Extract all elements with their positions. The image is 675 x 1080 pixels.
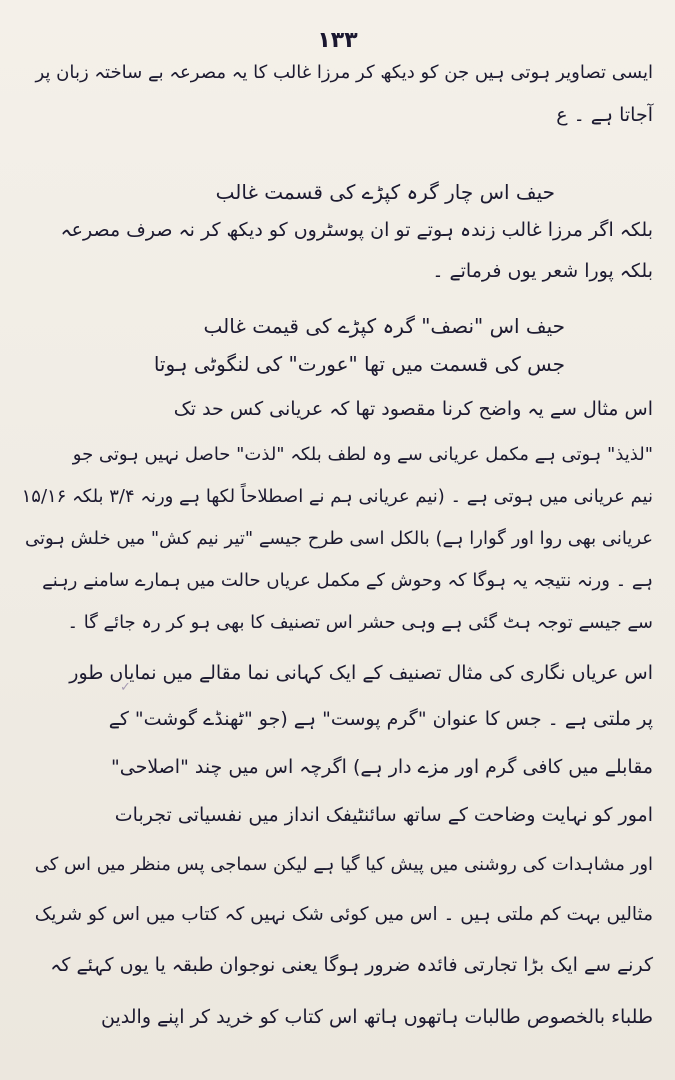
text-line-2: آجاتا ہے ۔ ع <box>556 104 653 126</box>
text-line-6: "لذیذ" ہوتی ہے مکمل عریانی سے وہ لطف بلکہ "لذت" حاصل نہیں ہوتی جو <box>72 444 653 465</box>
text-line-14: امور کو نہایت وضاحت کے ساتھ سائنٹیفک انداز میں نفسیاتی تجربات <box>114 804 653 826</box>
text-line-13: مقابلے میں کافی گرم اور مزے دار ہے) اگرچہ اس میں چند "اصلاحی" <box>111 756 653 778</box>
text-line-17: کرنے سے ایک بڑا تجارتی فائدہ ضرور ہوگا یعنی نوجوان طبقہ یا یوں کہئے کہ <box>50 954 653 976</box>
text-line-15: اور مشاہدات کی روشنی میں پیش کیا گیا ہے لیکن سماجی پس منظر میں اس کی <box>34 854 653 875</box>
text-line-12: پر ملتی ہے ۔ جس کا عنوان "گرم پوست" ہے (جو "ٹھنڈے گوشت" کے <box>108 708 653 730</box>
text-line-11: اس عریاں نگاری کی مثال تصنیف کے ایک کہانی نما مقالے میں نمایاں طور <box>69 662 653 684</box>
page-number: ۱۳۳ <box>317 28 358 53</box>
text-line-8: عریانی بھی روا اور گوارا ہے) بالکل اسی طرح جیسے "تیر نیم کش" میں خلش ہوتی <box>25 528 653 549</box>
verse-line-2: حیف اس "نصف" گرہ کپڑے کی قیمت غالب <box>203 314 565 338</box>
ink-smudge: ✓ <box>120 680 131 695</box>
text-line-4: بلکہ پورا شعر یوں فرماتے ۔ <box>432 260 653 282</box>
text-line-5: اس مثال سے یہ واضح کرنا مقصود تھا کہ عریانی کس حد تک <box>173 398 653 420</box>
verse-line-1: حیف اس چار گرہ کپڑے کی قسمت غالب <box>215 180 555 204</box>
text-line-3: بلکہ اگر مرزا غالب زندہ ہوتے تو ان پوسٹروں کو دیکھ کر نہ صرف مصرعہ <box>60 219 653 241</box>
text-line-1: ایسی تصاویر ہوتی ہیں جن کو دیکھ کر مرزا غالب کا یہ مصرعہ بے ساختہ زبان پر <box>35 62 653 83</box>
text-line-18: طلباء بالخصوص طالبات ہاتھوں ہاتھ اس کتاب کو خرید کر اپنے والدین <box>101 1006 653 1028</box>
text-line-16: مثالیں بہت کم ملتی ہیں ۔ اس میں کوئی شک نہیں کہ کتاب میں اس کو شریک <box>34 904 653 925</box>
text-line-10: سے جیسے توجہ ہٹ گئی ہے وہی حشر اس تصنیف کا بھی ہو کر رہ جائے گا ۔ <box>67 612 653 633</box>
text-line-9: ہے ۔ ورنہ نتیجہ یہ ہوگا کہ وحوش کے مکمل عریاں حالت میں ہمارے سامنے رہنے <box>42 570 653 591</box>
text-line-7: نیم عریانی میں ہوتی ہے ۔ (نیم عریانی ہم نے اصطلاحاً لکھا ہے ورنہ ۳/۴ بلکہ ۱۵/۱۶ <box>21 486 653 507</box>
verse-line-3: جس کی قسمت میں تھا "عورت" کی لنگوٹی ہوتا <box>153 352 565 376</box>
